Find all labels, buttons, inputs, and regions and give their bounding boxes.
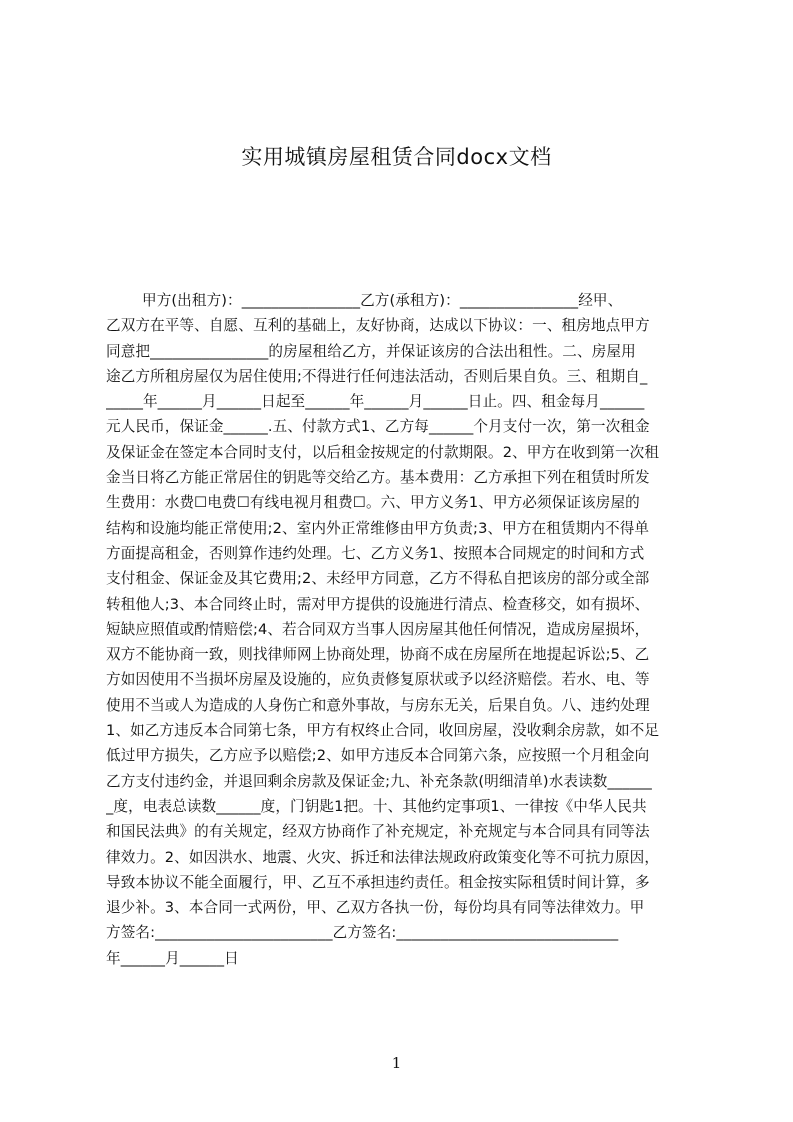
text-line: 律效力。2、如因洪水、地震、火灾、拆迁和法律法规政府政策变化等不可抗力原因，	[106, 848, 660, 866]
text-line: _____年______月______日起至______年______月______日止。四、租金每月______	[106, 393, 645, 411]
text-line: 同意把________________的房屋租给乙方，并保证该房的合法出租性。二、房屋用	[106, 342, 636, 360]
text-line: 及保证金在签定本合同时支付，以后租金按规定的付款期限。2、甲方在收到第一次租	[106, 443, 660, 461]
text-line: 方面提高租金，否则算作违约处理。七、乙方义务1、按照本合同规定的时间和方式	[106, 544, 645, 562]
text-line: 低过甲方损失，乙方应予以赔偿;2、如甲方违反本合同第六条，应按照一个月租金向	[106, 747, 650, 765]
text-line: 结构和设施均能正常使用;2、室内外正常维修由甲方负责;3、甲方在租赁期内不得单	[106, 519, 650, 537]
text-line: 元人民币，保证金______.五、付款方式1、乙方每______个月支付一次，第一次租金	[106, 418, 650, 436]
text-line: 双方不能协商一致，则找律师网上协商处理，协商不成在房屋所在地提起诉讼;5、乙	[106, 646, 650, 664]
contract-body	[106, 288, 698, 971]
text-line: 使用不当或人为造成的人身伤亡和意外事故，与房东无关，后果自负。八、违约处理	[106, 696, 650, 714]
text-line: 生费用：水费☐电费☐有线电视月租费☐。六、甲方义务1、甲方必须保证该房屋的	[106, 494, 640, 512]
text-line: 金当日将乙方能正常居住的钥匙等交给乙方。基本费用：乙方承担下列在租赁时所发	[106, 469, 650, 487]
page-number: 1	[391, 1054, 402, 1072]
text-line: 退少补。3、本合同一式两份，甲、乙双方各执一份，每份均具有同等法律效力。甲	[106, 899, 645, 917]
text-line: _度，电表总读数______度，门钥匙1把。十、其他约定事项1、一律按《中华人民共	[106, 797, 647, 815]
text-line: 转租他人;3、本合同终止时，需对甲方提供的设施进行清点、检查移交，如有损坏、	[106, 595, 650, 613]
text-line: 甲方(出租方)：________________乙方(承租方)：________________经甲、	[142, 292, 623, 309]
text-line: 导致本协议不能全面履行，甲、乙互不承担违约责任。租金按实际租赁时间计算，多	[106, 873, 650, 891]
text-line: 乙双方在平等、自愿、互利的基础上，友好协商，达成以下协议：一、租房地点甲方	[106, 317, 650, 335]
document-title: 实用城镇房屋租赁合同docx文档	[241, 145, 552, 169]
text-line: 乙方支付违约金，并退回剩余房款及保证金;九、补充条款(明细清单)水表读数______	[106, 772, 652, 790]
text-line: 方如因使用不当损坏房屋及设施的，应负责修复原状或予以经济赔偿。若水、电、等	[106, 671, 650, 689]
text-line: 1、如乙方违反本合同第七条，甲方有权终止合同，收回房屋，没收剩余房款，如不足	[106, 722, 660, 740]
text-line: 方签名:________________________乙方签名:______________________________	[106, 924, 619, 942]
text-line: 短缺应照值或酌情赔偿;4、若合同双方当事人因房屋其他任何情况，造成房屋损坏，	[106, 620, 650, 638]
text-line: 途乙方所租房屋仅为居住使用;不得进行任何违法活动，否则后果自负。三、租期自_	[106, 367, 648, 385]
text-line: 年______月______日	[106, 949, 239, 967]
text-line: 支付租金、保证金及其它费用;2、未经甲方同意，乙方不得私自把该房的部分或全部	[106, 570, 650, 588]
text-line: 和国民法典》的有关规定，经双方协商作了补充规定，补充规定与本合同具有同等法	[106, 823, 650, 841]
